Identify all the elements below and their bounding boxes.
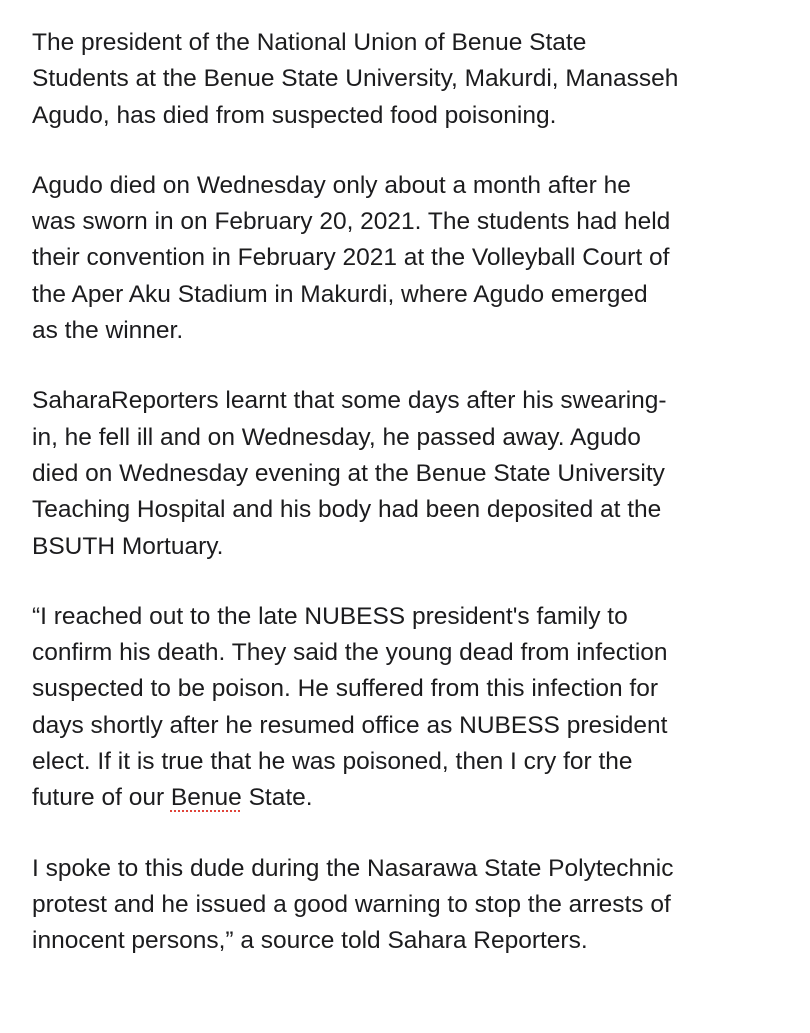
text-line: innocent persons,” a source told Sahara Reporters. — [32, 927, 588, 955]
paragraph-4 — [32, 599, 800, 817]
text-line: Agudo, has died from suspected food poisoning. — [32, 101, 557, 129]
text-line: was sworn in on February 20, 2021. The students had held — [32, 208, 671, 236]
text-line — [32, 780, 800, 816]
text-line: in, he fell ill and on Wednesday, he passed away. Agudo — [32, 423, 641, 451]
spellcheck-flagged-word[interactable]: Benue — [170, 784, 242, 812]
text-line: protest and he issued a good warning to stop the arrests of — [32, 890, 671, 918]
paragraph-1 — [32, 25, 800, 134]
text-line: as the winner. — [32, 317, 184, 345]
text-line: their convention in February 2021 at the Volleyball Court of — [32, 244, 670, 272]
text-line: the Aper Aku Stadium in Makurdi, where Agudo emerged — [32, 280, 648, 308]
text-line: suspected to be poison. He suffered from this infection for — [32, 675, 659, 703]
paragraph-5 — [32, 851, 800, 960]
paragraph-3 — [32, 383, 800, 564]
text-segment: future of our — [32, 784, 171, 812]
text-line: I spoke to this dude during the Nasarawa State Polytechnic — [32, 854, 674, 882]
text-line: confirm his death. They said the young dead from infection — [32, 639, 668, 667]
text-line: Teaching Hospital and his body had been deposited at the — [32, 496, 662, 524]
text-line: Students at the Benue State University, Makurdi, Manasseh — [32, 65, 679, 93]
text-line: “I reached out to the late NUBESS president's family to — [32, 602, 628, 630]
text-line: elect. If it is true that he was poisoned, then I cry for the — [32, 748, 633, 776]
text-line: The president of the National Union of Benue State — [32, 29, 587, 56]
article-text — [32, 25, 800, 994]
text-line: BSUTH Mortuary. — [32, 532, 224, 560]
text-line: died on Wednesday evening at the Benue State University — [32, 459, 665, 487]
text-line: days shortly after he resumed office as NUBESS president — [32, 711, 668, 739]
paragraph-2 — [32, 168, 800, 349]
text-line: Agudo died on Wednesday only about a month after he — [32, 171, 631, 199]
text-segment: State. — [241, 784, 313, 812]
text-line: SaharaReporters learnt that some days after his swearing- — [32, 387, 667, 415]
